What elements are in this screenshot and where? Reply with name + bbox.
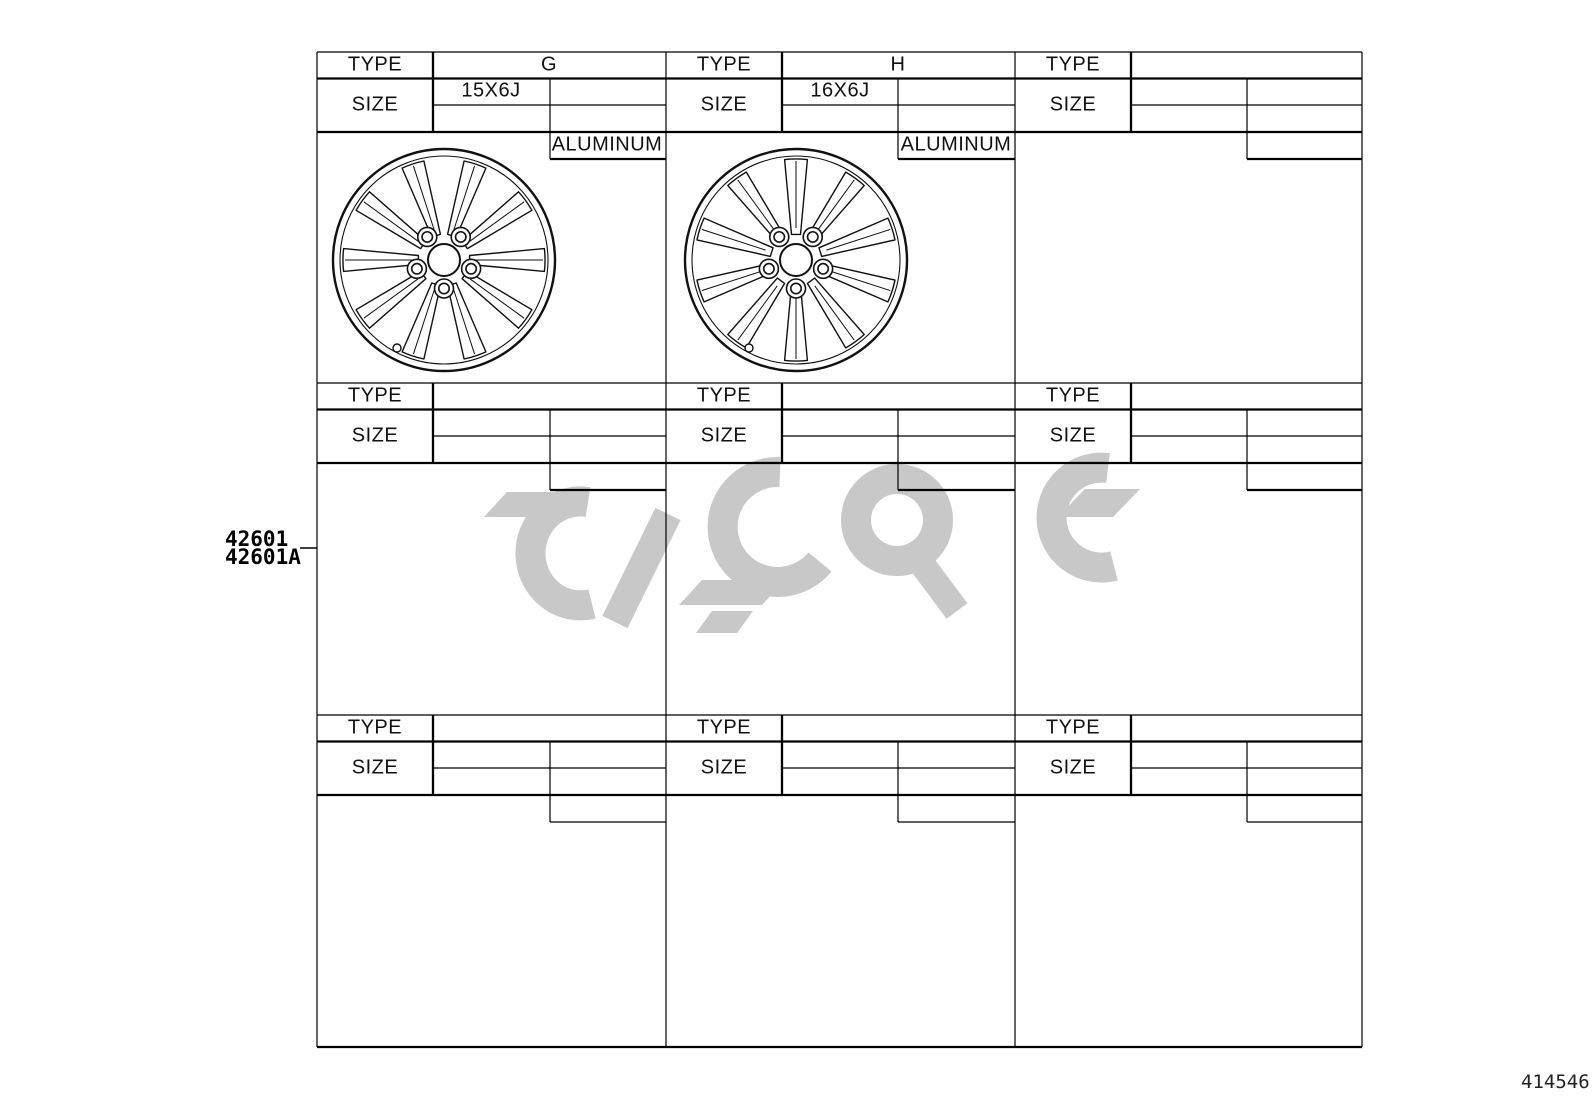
size-label-bottom-right: SIZE	[1049, 756, 1097, 779]
watermark-logo	[484, 468, 1140, 633]
size-value-top-left: 15X6J	[461, 79, 521, 102]
material-label-top-center: ALUMINUM	[900, 133, 1012, 156]
type-label-middle-center: TYPE	[696, 384, 752, 407]
aluminum-wheel-type-h	[685, 149, 907, 371]
type-label-middle-right: TYPE	[1045, 384, 1101, 407]
type-label-top-left: TYPE	[347, 53, 403, 76]
part-number-42601a: 42601A	[225, 545, 301, 569]
type-label-bottom-left: TYPE	[347, 716, 403, 739]
size-label-top-left: SIZE	[351, 93, 399, 116]
part-number-42601: 42601	[225, 527, 289, 551]
drawing-number: 414546	[1521, 1071, 1590, 1093]
type-label-top-right: TYPE	[1045, 53, 1101, 76]
size-label-bottom-center: SIZE	[700, 756, 748, 779]
type-label-bottom-center: TYPE	[696, 716, 752, 739]
material-label-top-left: ALUMINUM	[551, 133, 663, 156]
size-value-top-center: 16X6J	[810, 79, 870, 102]
size-label-top-center: SIZE	[700, 93, 748, 116]
aluminum-wheel-type-g	[333, 149, 555, 371]
type-value-top-left: G	[540, 53, 558, 76]
size-label-middle-right: SIZE	[1049, 424, 1097, 447]
type-label-bottom-right: TYPE	[1045, 716, 1101, 739]
type-value-top-center: H	[890, 53, 906, 76]
size-label-top-right: SIZE	[1049, 93, 1097, 116]
size-label-bottom-left: SIZE	[351, 756, 399, 779]
size-label-middle-center: SIZE	[700, 424, 748, 447]
type-label-middle-left: TYPE	[347, 384, 403, 407]
size-label-middle-left: SIZE	[351, 424, 399, 447]
type-label-top-center: TYPE	[696, 53, 752, 76]
